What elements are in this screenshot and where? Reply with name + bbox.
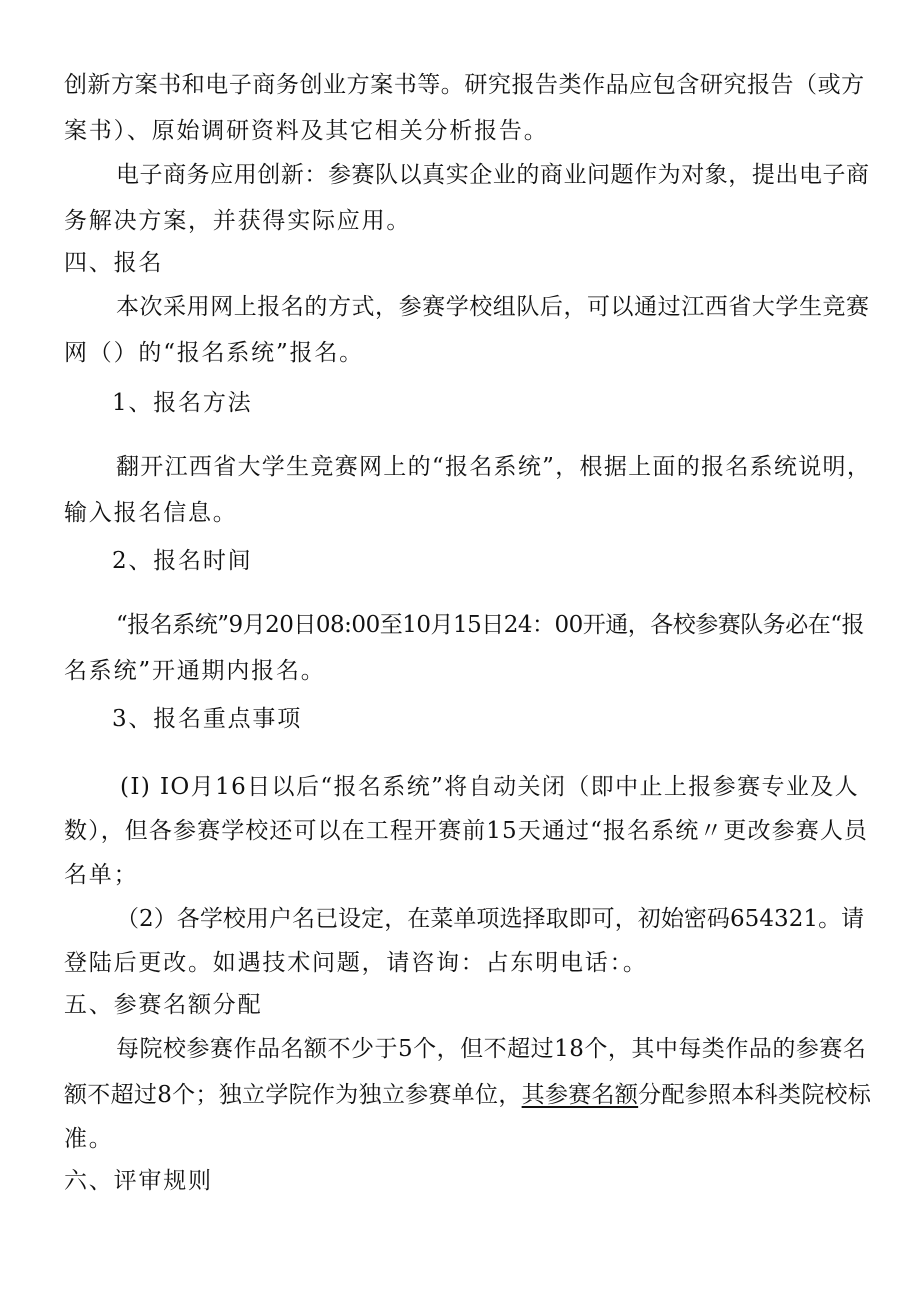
paragraph-line: [64, 1080, 871, 1110]
paragraph-line: 数），但各参赛学校还可以在工程开赛前15天通过“报名系统〃更改参赛人员: [64, 818, 869, 844]
paragraph-line: 名系统”开通期内报名。: [64, 658, 326, 684]
text-segment: 分配参照本科类院校标: [638, 1082, 872, 1108]
subsection-heading-3: 3、报名重点事项: [112, 706, 303, 732]
section-heading-6: 六、评审规则: [64, 1168, 213, 1194]
paragraph-line: 电子商务应用创新：参赛队以真实企业的商业问题作为对象，提出电子商: [116, 162, 870, 188]
paragraph-line: （2）各学校用户名已设定，在菜单项选择取即可，初始密码654321。请: [116, 906, 865, 932]
section-heading-4: 四、报名: [64, 250, 164, 276]
paragraph-line: 输入报名信息。: [64, 500, 238, 526]
paragraph-line: 名单；: [64, 862, 139, 888]
underlined-text: 其参赛名额: [521, 1082, 639, 1108]
subsection-heading-2: 2、报名时间: [112, 548, 253, 574]
subsection-heading-1: 1、报名方法: [112, 390, 253, 416]
paragraph-line: 务解决方案，并获得实际应用。: [64, 208, 412, 234]
section-heading-5: 五、参赛名额分配: [64, 992, 263, 1018]
paragraph-line: 网（）的“报名系统”报名。: [64, 340, 364, 366]
paragraph-line: “报名系统”9月20日08:00至10月15日24：00开通，各校参赛队务必在“报: [116, 612, 865, 638]
text-segment: 额不超过8个；独立学院作为独立参赛单位，: [64, 1082, 522, 1108]
paragraph-line: 案书）、原始调研资料及其它相关分析报告。: [64, 118, 549, 144]
paragraph-line: 翻开江西省大学生竞赛网上的“报名系统”，根据上面的报名系统说明，: [116, 454, 872, 480]
paragraph-line: 创新方案书和电子商务创业方案书等。研究报告类作品应包含研究报告（或方: [64, 72, 865, 98]
paragraph-line: (I) IO月16日以后“报名系统”将自动关闭（即中止上报参赛专业及人: [120, 774, 860, 800]
paragraph-line: 登陆后更改。如遇技术问题，请咨询：占东明电话：。: [64, 950, 648, 976]
paragraph-line: 每院校参赛作品名额不少于5个，但不超过18个，其中每类作品的参赛名: [116, 1036, 867, 1062]
paragraph-line: 准。: [64, 1126, 114, 1152]
paragraph-line: 本次采用网上报名的方式，参赛学校组队后，可以通过江西省大学生竞赛: [116, 294, 870, 320]
